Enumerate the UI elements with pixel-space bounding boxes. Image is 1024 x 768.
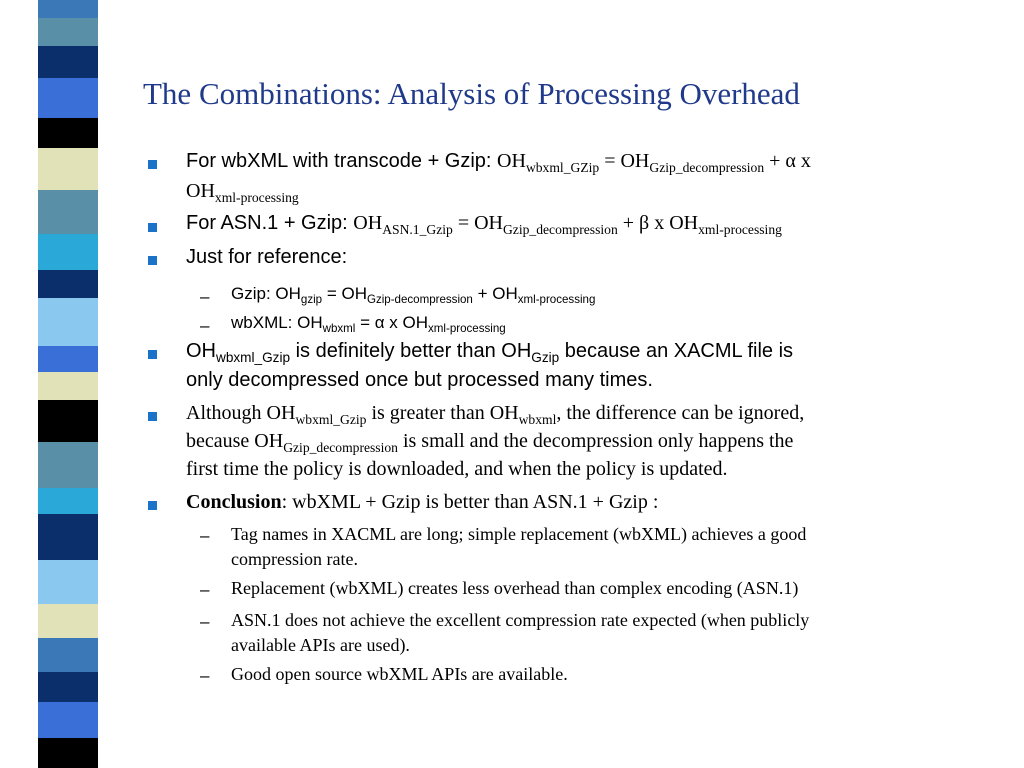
bullet-marker bbox=[148, 223, 157, 232]
bullet-definitely-better: $OH_{wbxml\_Gzip}$ is definitely better than $OH_{Gzip}$ because an XACML file is bbox=[186, 340, 794, 365]
bullet-marker bbox=[148, 412, 157, 421]
conclusion-item-asn1: ASN.1 does not achieve the excellent compression rate expected (when publicly bbox=[231, 610, 810, 630]
dash-marker: – bbox=[200, 580, 210, 599]
decorative-stripe-column bbox=[0, 0, 130, 768]
sub-wbxml: wbXML: $OH_{wbxml} = \alpha$ x $OH_{xml-processing}$ bbox=[231, 313, 506, 336]
dash-marker: – bbox=[200, 526, 210, 545]
conclusion-item-tag-names: Tag names in XACML are long; simple replacement (wbXML) achieves a good bbox=[231, 524, 807, 544]
bullet-reference: Just for reference: bbox=[186, 246, 348, 268]
bullet-although: Although $OH_{wbxml\_Gzip}$ is greater than $OH_{wbxml}$, the difference can be ignored, bbox=[186, 402, 805, 427]
bullet-asn1-gzip: For ASN.1 + Gzip: $OH_{ASN.1\_Gzip} = OH_{Gzip\_decompression} + \beta$ x $OH_{xml-processing}$ bbox=[186, 212, 782, 237]
dash-marker: – bbox=[200, 287, 210, 306]
conclusion-item-tag-names-cont: compression rate. bbox=[231, 549, 358, 569]
conclusion-item-open-source: Good open source wbXML APIs are available. bbox=[231, 664, 568, 684]
dash-marker: – bbox=[200, 612, 210, 631]
sub-gzip: Gzip: $OH_{gzip} = OH_{Gzip-decompression} + OH_{xml-processing}$ bbox=[231, 284, 596, 307]
bullet-wbxml-gzip-cont: $OH_{xml-processing}$ bbox=[186, 180, 299, 205]
bullet-marker bbox=[148, 256, 157, 265]
bullet-although-cont1: because $OH_{Gzip\_decompression}$ is small and the decompression only happens the bbox=[186, 430, 794, 455]
bullet-wbxml-gzip: For wbXML with transcode + Gzip: $OH_{wbxml\_GZip} = OH_{Gzip\_decompression} + \alpha$ x bbox=[186, 150, 811, 175]
slide-title: The Combinations: Analysis of Processing Overhead bbox=[143, 76, 800, 111]
bullet-although-cont2: first time the policy is downloaded, and when the policy is updated. bbox=[186, 458, 728, 480]
bullet-marker bbox=[148, 160, 157, 169]
bullet-marker bbox=[148, 350, 157, 359]
bullet-conclusion: Conclusion: wbXML + Gzip is better than ASN.1 + Gzip : bbox=[186, 491, 659, 513]
dash-marker: – bbox=[200, 316, 210, 335]
conclusion-item-asn1-cont: available APIs are used). bbox=[231, 635, 410, 655]
bullet-marker bbox=[148, 501, 157, 510]
conclusion-item-replacement: Replacement (wbXML) creates less overhead than complex encoding (ASN.1) bbox=[231, 578, 799, 598]
dash-marker: – bbox=[200, 666, 210, 685]
bullet-definitely-better-cont: only decompressed once but processed many times. bbox=[186, 369, 653, 391]
